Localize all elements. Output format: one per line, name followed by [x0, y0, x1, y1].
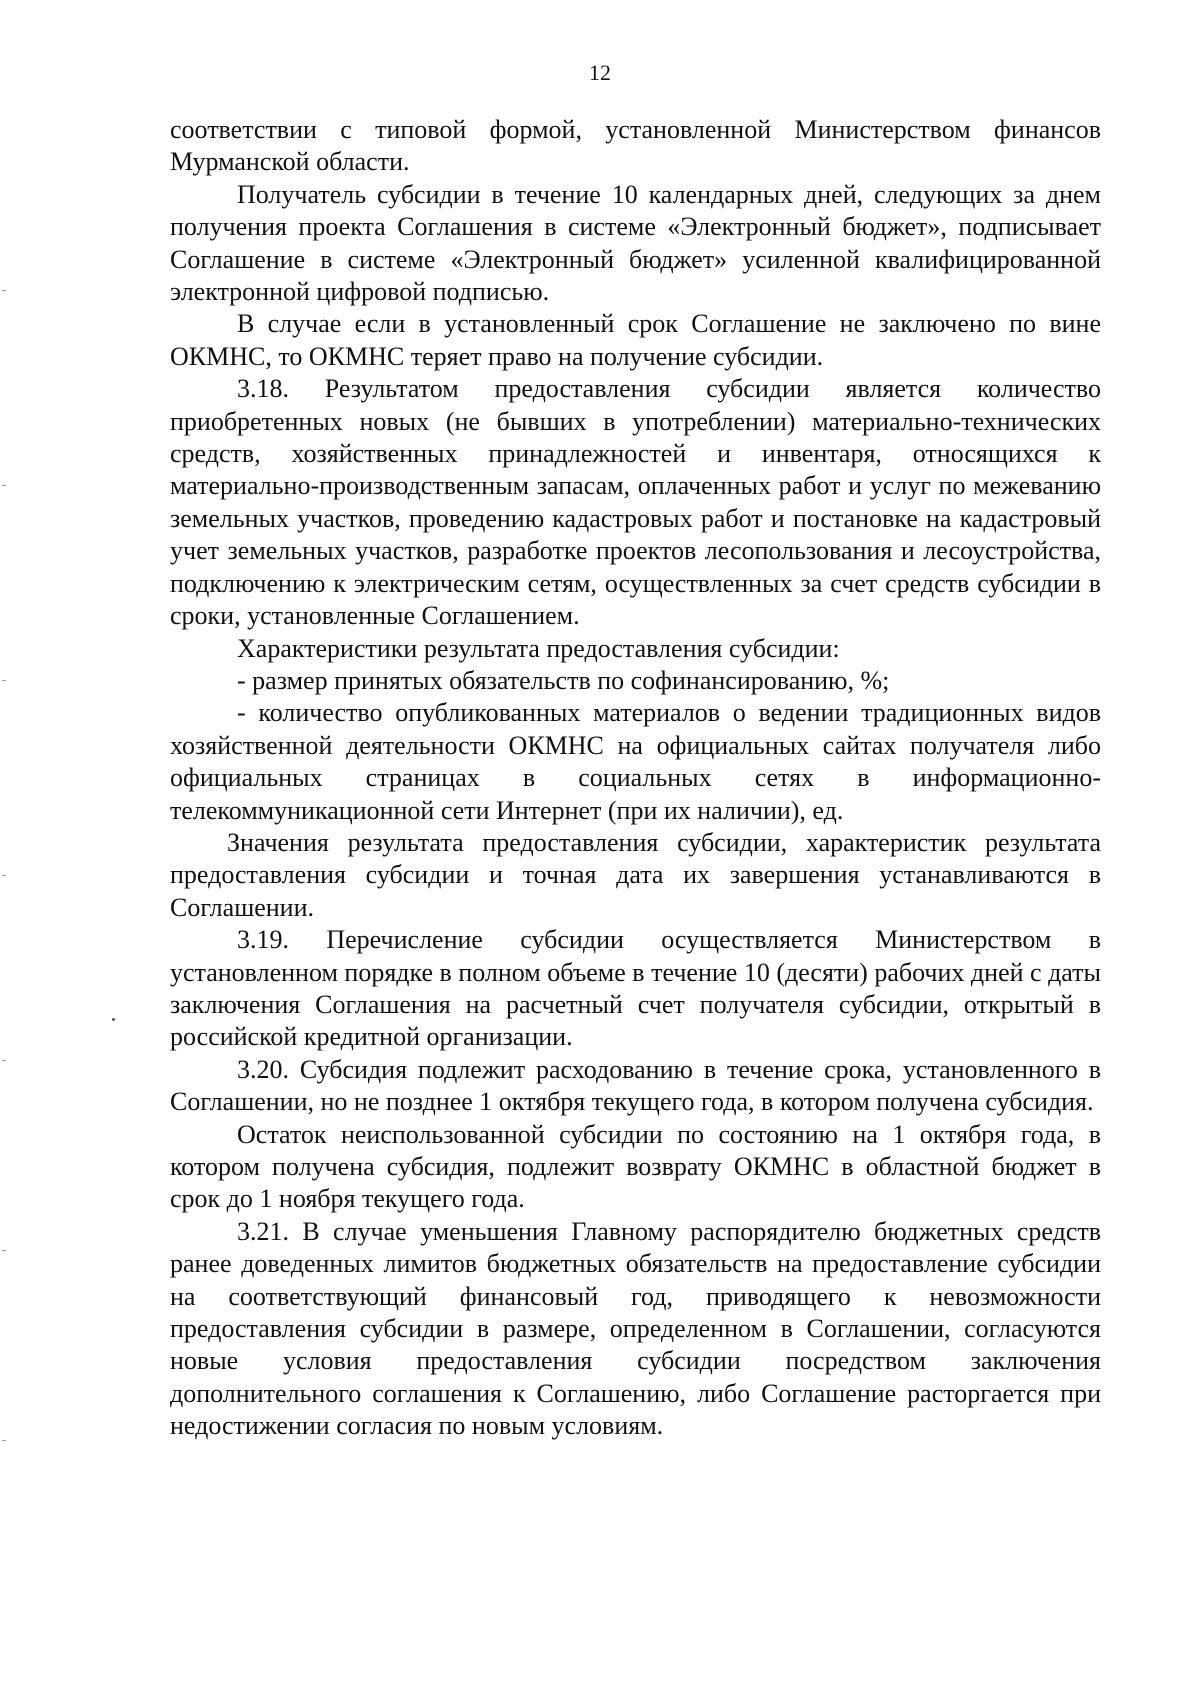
margin-mark	[2, 485, 6, 486]
paragraph-3-20: 3.20. Субсидия подлежит расходованию в течение срока, установленного в Соглашении, но не позднее 1 октября текущего года, в котором получена субсидия.	[170, 1054, 1101, 1117]
margin-mark	[2, 680, 6, 681]
paragraph-3-18: 3.18. Результатом предоставления субсидии является количество приобретенных новых (не бывших в употреблении) материально-технических средств, хозяйственных принадлежностей и инвентаря, относящихся к материально-производственным запасам, оплаченных работ и услуг по межеванию земельных участков, проведению кадастровых работ и постановке на кадастровый учет земельных участков, разработке проектов лесопользования и лесоустройства, подключению к электрическим сетям, осуществленных за счет средств субсидии в сроки, установленные Соглашением.	[170, 374, 1101, 631]
paragraph-continuation: соответствии с типовой формой, установленной Министерством финансов Мурманской области.	[170, 115, 1101, 177]
margin-mark	[2, 1440, 6, 1441]
paragraph-characteristics: Характеристики результата предоставления субсидии:	[237, 633, 840, 663]
paragraph-deadline: В случае если в установленный срок Соглашение не заключено по вине ОКМНС, то ОКМНС теряет право на получение субсидии.	[170, 309, 1101, 371]
margin-dot	[112, 1018, 115, 1021]
paragraph-3-21: 3.21. В случае уменьшения Главному распорядителю бюджетных средств ранее доведенных лимитов бюджетных обязательств на предоставление субсидии на соответствующий финансовый год, приводящего к невозможности предоставления субсидии в размере, определенном в Соглашении, согласуются новые условия предоставления субсидии посредством заключения дополнительного соглашения к Соглашению, либо Соглашение расторгается при недостижении согласия по новым условиям.	[170, 1216, 1101, 1441]
paragraph-3-19: 3.19. Перечисление субсидии осуществляется Министерством в установленном порядке в полном объеме в течение 10 (десяти) рабочих дней с даты заключения Соглашения на расчетный счет получателя субсидии, открытый в российской кредитной организации.	[170, 925, 1101, 1052]
list-item-cofinancing: - размер принятых обязательств по софинансированию, %;	[237, 665, 890, 695]
paragraph-signing: Получатель субсидии в течение 10 календарных дней, следующих за днем получения проекта Соглашения в системе «Электронный бюджет», подписывает Соглашение в системе «Электронный бюджет» усиленной квалифицированной электронной цифровой подписью.	[170, 179, 1101, 307]
list-item-publications: - количество опубликованных материалов о ведении традиционных видов хозяйственной деятельности ОКМНС на официальных сайтах получателя либо официальных страницах в социальных сетях в информационно-телекоммуникационной сети Интернет (при их наличии), ед.	[170, 698, 1101, 825]
margin-mark	[2, 1060, 6, 1061]
page-number: 12	[589, 60, 611, 85]
margin-mark	[2, 1250, 6, 1251]
paragraph-values: Значения результата предоставления субсидии, характеристик результата предоставления субсидии и точная дата их завершения устанавливаются в Соглашении.	[170, 827, 1101, 922]
document-body	[170, 114, 1101, 1443]
margin-mark	[2, 290, 6, 291]
margin-mark	[2, 875, 6, 876]
paragraph-remainder: Остаток неиспользованной субсидии по состоянию на 1 октября года, в котором получена субсидия, подлежит возврату ОКМНС в областной бюджет в срок до 1 ноября текущего года.	[170, 1119, 1101, 1214]
